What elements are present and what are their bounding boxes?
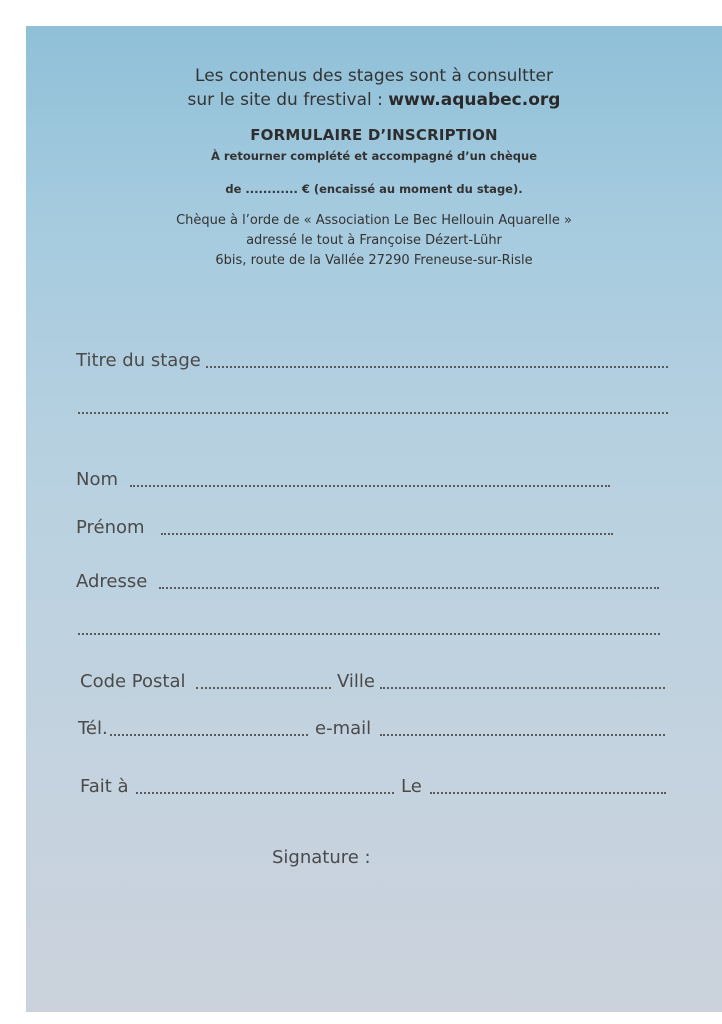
cheque-recipient: adressé le tout à Françoise Dézert-Lühr bbox=[246, 233, 502, 248]
field-code-postal[interactable] bbox=[196, 687, 331, 689]
field-tel[interactable] bbox=[110, 734, 308, 736]
field-prenom[interactable] bbox=[161, 533, 613, 535]
field-fait-a[interactable] bbox=[136, 792, 394, 794]
field-titre-du-stage[interactable] bbox=[206, 366, 668, 368]
cheque-payee: Chèque à l’orde de « Association Le Bec Hellouin Aquarelle » bbox=[176, 213, 572, 228]
intro-line-2 bbox=[26, 90, 722, 110]
form-subtitle-2: de ............ € (encaissé au moment du stage). bbox=[225, 182, 523, 196]
label-prenom: Prénom bbox=[76, 517, 145, 538]
field-adresse-line-2[interactable] bbox=[78, 633, 660, 635]
label-titre-du-stage: Titre du stage bbox=[76, 350, 201, 371]
field-nom[interactable] bbox=[130, 485, 610, 487]
form-sheet bbox=[26, 26, 722, 1012]
label-signature: Signature : bbox=[272, 847, 371, 868]
label-tel: Tél. bbox=[78, 718, 108, 739]
form-title: FORMULAIRE D’INSCRIPTION bbox=[250, 126, 498, 144]
label-fait-a: Fait à bbox=[80, 776, 129, 797]
form-subtitle-1: À retourner complété et accompagné d’un chèque bbox=[210, 149, 538, 163]
label-code-postal: Code Postal bbox=[80, 671, 186, 692]
intro-line-2-text: sur le site du frestival : bbox=[187, 90, 389, 110]
postal-address: 6bis, route de la Vallée 27290 Freneuse-sur-Risle bbox=[215, 253, 533, 268]
field-email[interactable] bbox=[380, 734, 665, 736]
label-nom: Nom bbox=[76, 469, 119, 490]
field-titre-du-stage-line-2[interactable] bbox=[78, 412, 668, 414]
website-link[interactable]: www.aquabec.org bbox=[388, 90, 561, 110]
field-le[interactable] bbox=[430, 792, 666, 794]
label-le: Le bbox=[401, 776, 422, 797]
label-adresse: Adresse bbox=[76, 571, 148, 592]
field-ville[interactable] bbox=[380, 687, 665, 689]
label-email: e-mail bbox=[315, 718, 372, 739]
field-adresse[interactable] bbox=[159, 587, 659, 589]
label-ville: Ville bbox=[337, 671, 375, 692]
intro-line-1: Les contenus des stages sont à consultter bbox=[195, 66, 553, 86]
